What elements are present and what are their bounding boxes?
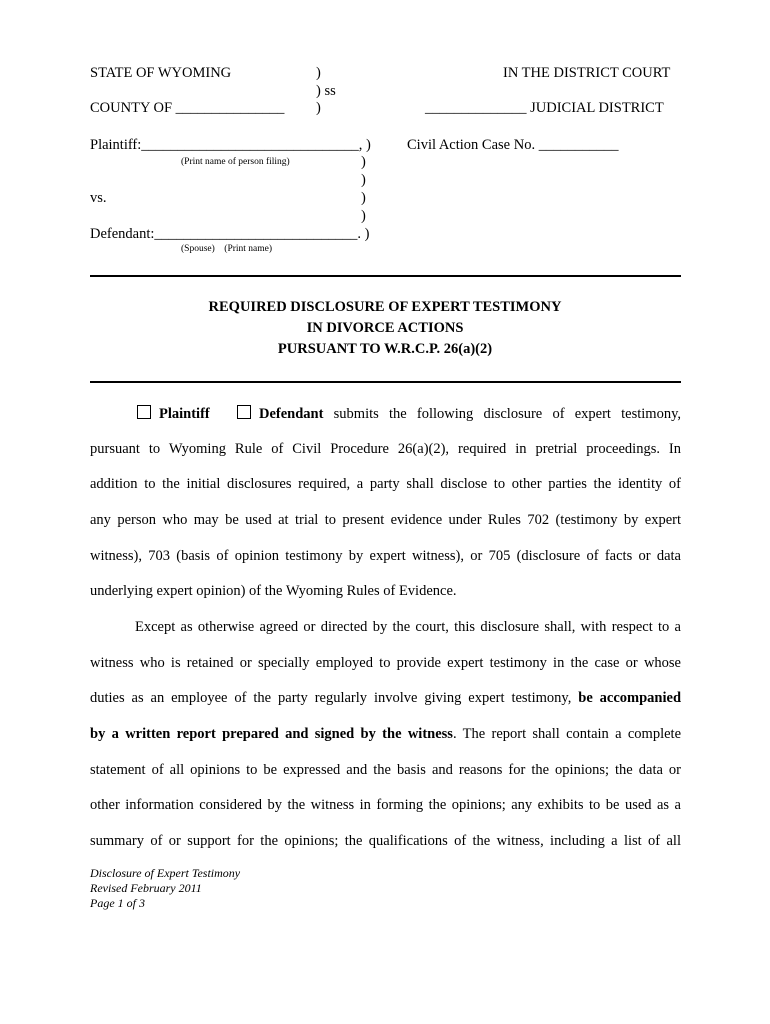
para1-line: witness), 703 (basis of opinion testimony by expert witness), or 705 (disclosure of facts or data <box>90 548 681 564</box>
state-label: STATE OF WYOMING <box>90 65 232 81</box>
defendant-note: (Spouse) (Print name) <box>181 244 273 254</box>
doc-title-line2: IN DIVORCE ACTIONS <box>306 320 464 336</box>
top-divider <box>90 275 681 277</box>
defendant-checkbox-label: Defendant <box>259 406 324 422</box>
para2-line3-text: duties as an employee of the party regularly involve giving expert testimony, <box>90 690 572 706</box>
caption-paren: ) <box>316 65 321 81</box>
plaintiff-note: (Print name of person filing) <box>181 157 290 167</box>
defendant-checkbox[interactable] <box>237 405 251 419</box>
caption-paren: ) <box>361 208 366 224</box>
plaintiff-checkbox[interactable] <box>137 405 151 419</box>
para2-line: statement of all opinions to be expressed and the basis and reasons for the opinions; the data or <box>90 762 681 778</box>
para1-line: pursuant to Wyoming Rule of Civil Procedure 26(a)(2), required in pretrial proceedings. In <box>90 441 681 457</box>
caption-paren: ) <box>361 154 366 170</box>
para2-line: witness who is retained or specially employed to provide expert testimony in the case or whose <box>90 655 681 671</box>
doc-title-line3: PURSUANT TO W.R.C.P. 26(a)(2) <box>277 341 493 357</box>
doc-title-line1: REQUIRED DISCLOSURE OF EXPERT TESTIMONY <box>208 299 562 315</box>
para1-line: underlying expert opinion) of the Wyoming Rules of Evidence. <box>90 583 457 599</box>
plaintiff-checkbox-label: Plaintiff <box>159 406 210 422</box>
para2-line: summary of or support for the opinions; the qualifications of the witness, including a list of all <box>90 833 681 849</box>
caption-paren: ) <box>361 190 366 206</box>
para1-line: addition to the initial disclosures required, a party shall disclose to other parties the identity of <box>90 476 681 492</box>
para2-line: other information considered by the witness in forming the opinions; any exhibits to be used as a <box>90 797 681 813</box>
para2-line4-text: . The report shall contain a complete <box>452 726 681 742</box>
para1-line1-text: submits the following disclosure of expert testimony, <box>333 406 682 422</box>
defendant-line: Defendant:____________________________. ) <box>90 226 370 242</box>
footer-doc-name: Disclosure of Expert Testimony <box>90 866 241 880</box>
bottom-divider <box>90 381 681 383</box>
plaintiff-line: Plaintiff:______________________________, ) <box>90 137 371 153</box>
defendant-row <box>237 405 681 423</box>
case-number-label: Civil Action Case No. ___________ <box>407 137 619 153</box>
ss-label: ) ss <box>316 83 336 99</box>
footer-revision: Revised February 2011 <box>90 881 202 895</box>
party-checkbox-row <box>137 405 210 423</box>
judicial-district-label: ______________ JUDICIAL DISTRICT <box>425 100 664 116</box>
para2-line: Except as otherwise agreed or directed by the court, this disclosure shall, with respect to a <box>135 619 681 635</box>
footer-page-number: Page 1 of 3 <box>90 896 145 910</box>
caption-paren: ) <box>361 172 366 188</box>
county-label: COUNTY OF _______________ <box>90 100 285 116</box>
caption-paren: ) <box>316 100 321 116</box>
para2-line3-bold: be accompanied <box>578 690 682 706</box>
para2-line-4 <box>90 726 681 743</box>
para1-line: any person who may be used at trial to present evidence under Rules 702 (testimony by expert <box>90 512 681 528</box>
para2-line-3 <box>90 690 681 707</box>
vs-label: vs. <box>90 190 107 206</box>
para2-line4-bold: by a written report prepared and signed by the witness <box>90 726 453 742</box>
court-label: IN THE DISTRICT COURT <box>503 65 671 81</box>
